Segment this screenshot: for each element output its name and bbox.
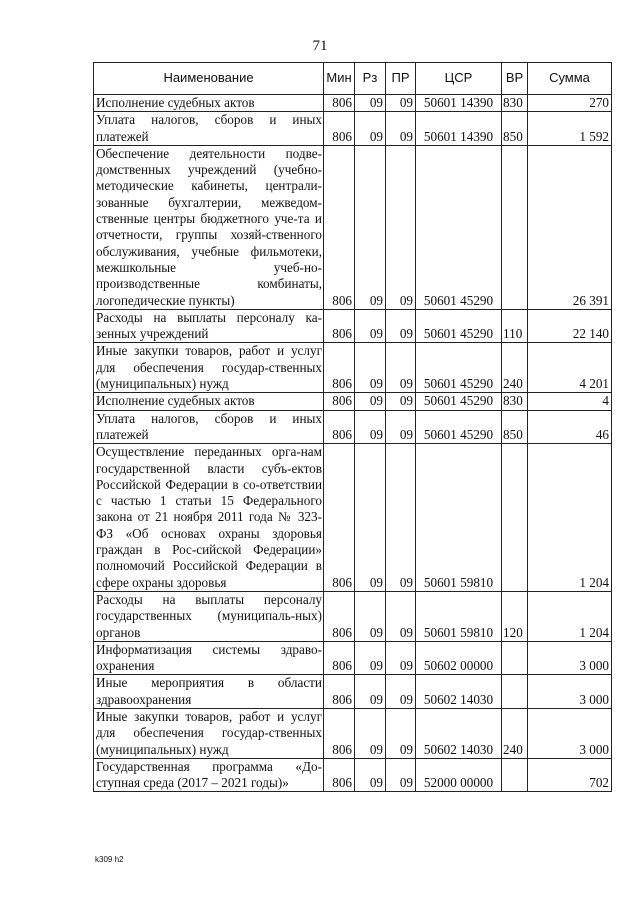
cell-vr — [502, 145, 528, 309]
cell-vr — [502, 758, 528, 792]
cell-min: 806 — [324, 145, 355, 309]
cell-min: 806 — [324, 641, 355, 675]
cell-rz: 09 — [355, 95, 386, 112]
cell-sum: 1 204 — [528, 444, 612, 592]
table-row — [94, 95, 612, 112]
table-body — [94, 95, 612, 792]
cell-pr: 09 — [386, 343, 416, 393]
cell-name: Иные закупки товаров, работ и услуг для обеспечения государ-ственных (муниципальных) нужд — [94, 343, 324, 393]
cell-min: 806 — [324, 393, 355, 410]
cell-vr: 240 — [502, 708, 528, 758]
cell-pr: 09 — [386, 641, 416, 675]
header-rz: Рз — [355, 63, 386, 95]
cell-name: Информатизация системы здраво-охранения — [94, 641, 324, 675]
cell-min: 806 — [324, 708, 355, 758]
table-row — [94, 444, 612, 592]
cell-min: 806 — [324, 112, 355, 146]
cell-rz: 09 — [355, 343, 386, 393]
cell-vr — [502, 641, 528, 675]
cell-csr: 50602 14030 — [416, 675, 502, 709]
page-number: 71 — [312, 38, 328, 54]
cell-min: 806 — [324, 410, 355, 444]
table-row — [94, 112, 612, 146]
table-row — [94, 591, 612, 641]
cell-vr — [502, 444, 528, 592]
cell-name: Иные мероприятия в области здравоохранения — [94, 675, 324, 709]
cell-rz: 09 — [355, 444, 386, 592]
cell-csr: 50601 45290 — [416, 309, 502, 343]
cell-name: Государственная программа «До-ступная среда (2017 – 2021 годы)» — [94, 758, 324, 792]
cell-sum: 3 000 — [528, 675, 612, 709]
cell-rz: 09 — [355, 758, 386, 792]
cell-name: Расходы на выплаты персоналу ка-зенных учреждений — [94, 309, 324, 343]
cell-rz: 09 — [355, 393, 386, 410]
cell-vr: 850 — [502, 112, 528, 146]
table-row — [94, 758, 612, 792]
header-vr: ВР — [502, 63, 528, 95]
cell-name: Уплата налогов, сборов и иных платежей — [94, 112, 324, 146]
cell-pr: 09 — [386, 393, 416, 410]
cell-rz: 09 — [355, 112, 386, 146]
cell-csr: 50601 59810 — [416, 444, 502, 592]
table-row — [94, 675, 612, 709]
footer-code: k309 h2 — [95, 855, 124, 864]
cell-csr: 50601 45290 — [416, 145, 502, 309]
cell-vr: 830 — [502, 393, 528, 410]
cell-pr: 09 — [386, 95, 416, 112]
cell-name: Обеспечение деятельности подве-домственных учреждений (учебно-методические кабинеты, централи-зованные бухгалтерии, межведом-ственные центры бюджетного уче-та и отчетности, группы хозяй-ственного обслуживания, учебные фильмотеки, межшкольные учеб-но-производственные комбинаты, логопедические пункты) — [94, 145, 324, 309]
cell-csr: 50602 00000 — [416, 641, 502, 675]
header-min: Мин — [324, 63, 355, 95]
cell-min: 806 — [324, 343, 355, 393]
cell-sum: 702 — [528, 758, 612, 792]
cell-vr: 830 — [502, 95, 528, 112]
cell-rz: 09 — [355, 641, 386, 675]
cell-sum: 26 391 — [528, 145, 612, 309]
cell-sum: 4 — [528, 393, 612, 410]
cell-csr: 50601 45290 — [416, 343, 502, 393]
cell-min: 806 — [324, 95, 355, 112]
cell-sum: 4 201 — [528, 343, 612, 393]
table-row — [94, 393, 612, 410]
cell-pr: 09 — [386, 112, 416, 146]
header-sum: Сумма — [528, 63, 612, 95]
cell-min: 806 — [324, 444, 355, 592]
cell-rz: 09 — [355, 675, 386, 709]
cell-pr: 09 — [386, 309, 416, 343]
cell-vr: 850 — [502, 410, 528, 444]
cell-pr: 09 — [386, 758, 416, 792]
cell-pr: 09 — [386, 591, 416, 641]
cell-rz: 09 — [355, 410, 386, 444]
cell-vr: 240 — [502, 343, 528, 393]
cell-csr: 50601 14390 — [416, 95, 502, 112]
table-row — [94, 343, 612, 393]
cell-min: 806 — [324, 675, 355, 709]
table-row — [94, 410, 612, 444]
budget-table — [93, 62, 612, 792]
cell-vr: 110 — [502, 309, 528, 343]
cell-csr: 50602 14030 — [416, 708, 502, 758]
cell-sum: 1 204 — [528, 591, 612, 641]
cell-pr: 09 — [386, 708, 416, 758]
cell-min: 806 — [324, 758, 355, 792]
cell-csr: 50601 45290 — [416, 393, 502, 410]
cell-name: Уплата налогов, сборов и иных платежей — [94, 410, 324, 444]
cell-csr: 50601 45290 — [416, 410, 502, 444]
cell-pr: 09 — [386, 444, 416, 592]
cell-rz: 09 — [355, 145, 386, 309]
cell-min: 806 — [324, 591, 355, 641]
table-row — [94, 708, 612, 758]
cell-sum: 3 000 — [528, 641, 612, 675]
cell-sum: 22 140 — [528, 309, 612, 343]
cell-sum: 3 000 — [528, 708, 612, 758]
cell-pr: 09 — [386, 410, 416, 444]
header-pr: ПР — [386, 63, 416, 95]
cell-name: Исполнение судебных актов — [94, 393, 324, 410]
cell-min: 806 — [324, 309, 355, 343]
header-csr: ЦСР — [416, 63, 502, 95]
cell-rz: 09 — [355, 708, 386, 758]
cell-name: Расходы на выплаты персоналу государственных (муниципаль-ных) органов — [94, 591, 324, 641]
cell-sum: 1 592 — [528, 112, 612, 146]
cell-csr: 50601 14390 — [416, 112, 502, 146]
table-row — [94, 641, 612, 675]
cell-vr: 120 — [502, 591, 528, 641]
header-name: Наименование — [94, 63, 324, 95]
cell-sum: 270 — [528, 95, 612, 112]
cell-name: Осуществление переданных орга-нам государственной власти субъ-ектов Российской Федерации в со-ответствии с частью 1 статьи 15 Федерального закона от 21 ноября 2011 года № 323-ФЗ «Об основах охраны здоровья граждан в Рос-сийской Федерации» полномочий Российской Федерации в сфере охраны здоровья — [94, 444, 324, 592]
cell-vr — [502, 675, 528, 709]
cell-name: Иные закупки товаров, работ и услуг для обеспечения государ-ственных (муниципальных) нужд — [94, 708, 324, 758]
table-row — [94, 309, 612, 343]
cell-pr: 09 — [386, 145, 416, 309]
table-header-row — [94, 63, 612, 95]
cell-csr: 52000 00000 — [416, 758, 502, 792]
cell-csr: 50601 59810 — [416, 591, 502, 641]
table-row — [94, 145, 612, 309]
cell-rz: 09 — [355, 591, 386, 641]
cell-pr: 09 — [386, 675, 416, 709]
cell-sum: 46 — [528, 410, 612, 444]
cell-name: Исполнение судебных актов — [94, 95, 324, 112]
cell-rz: 09 — [355, 309, 386, 343]
